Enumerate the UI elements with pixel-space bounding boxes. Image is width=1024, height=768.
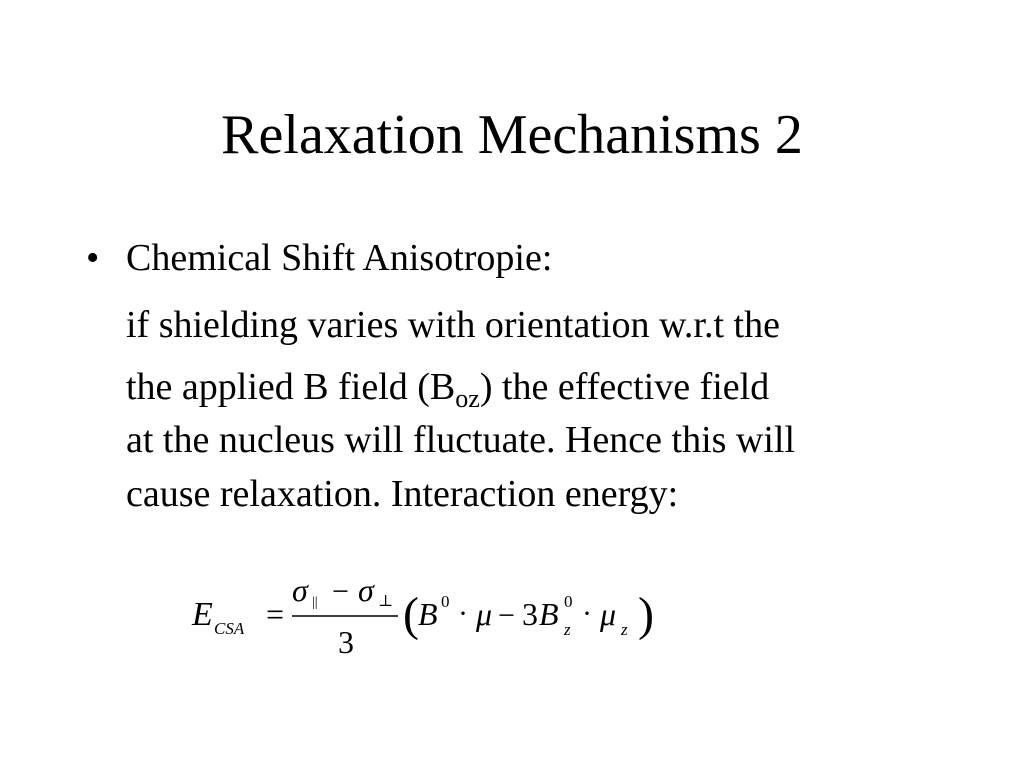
formula-csa-subscript: CSA bbox=[214, 619, 245, 638]
formula-dot-2: · bbox=[582, 597, 592, 630]
formula-mu: μ bbox=[476, 596, 493, 632]
formula-muz-subscript: z bbox=[621, 620, 628, 639]
formula-muz: μ bbox=[600, 596, 617, 632]
formula-three: 3 bbox=[522, 596, 538, 632]
formula-perp-mark: ⊥ bbox=[378, 593, 394, 610]
field-subscript: oz bbox=[455, 384, 480, 413]
paragraph-2-line-1 bbox=[126, 360, 956, 414]
formula-dot-1: · bbox=[458, 597, 468, 630]
formula-equals: = bbox=[266, 596, 285, 632]
paragraph-2-line-3: cause relaxation. Interaction energy: bbox=[126, 473, 679, 515]
bullet-heading: Chemical Shift Anisotropie: bbox=[126, 237, 553, 279]
formula-open-paren: ( bbox=[403, 588, 419, 641]
formula-minus: − bbox=[332, 575, 349, 608]
slide-title: Relaxation Mechanisms 2 bbox=[221, 104, 803, 166]
bullet-list bbox=[86, 232, 946, 292]
paragraph-2 bbox=[126, 360, 956, 522]
formula-b-superscript: 0 bbox=[441, 592, 450, 611]
bullet-dot-icon: • bbox=[86, 237, 100, 279]
bullet-item bbox=[86, 232, 946, 292]
interaction-energy-formula bbox=[190, 568, 670, 668]
paragraph-line-1: if shielding varies with orientation w.r.t the bbox=[126, 304, 780, 346]
formula-denominator: 3 bbox=[338, 624, 354, 660]
formula-b-symbol: B bbox=[418, 596, 438, 632]
formula-bz-superscript: 0 bbox=[564, 592, 573, 611]
paragraph-2-prefix: the applied B field (B bbox=[126, 366, 456, 408]
formula-close-paren: ) bbox=[638, 588, 654, 641]
formula-bz-subscript: z bbox=[564, 620, 571, 639]
formula-e-symbol: E bbox=[192, 596, 213, 633]
formula-minus-2: − bbox=[498, 599, 515, 632]
paragraph-2-suffix: ) the effective field bbox=[479, 366, 770, 408]
formula-parallel-mark: || bbox=[312, 595, 318, 610]
paragraph-2-line-2: at the nucleus will fluctuate. Hence this will bbox=[126, 419, 796, 461]
formula-svg bbox=[190, 568, 670, 668]
formula-sigma-parallel: σ bbox=[292, 572, 308, 608]
formula-bz-symbol: B bbox=[539, 596, 559, 632]
formula-sigma-perp: σ bbox=[358, 572, 374, 608]
